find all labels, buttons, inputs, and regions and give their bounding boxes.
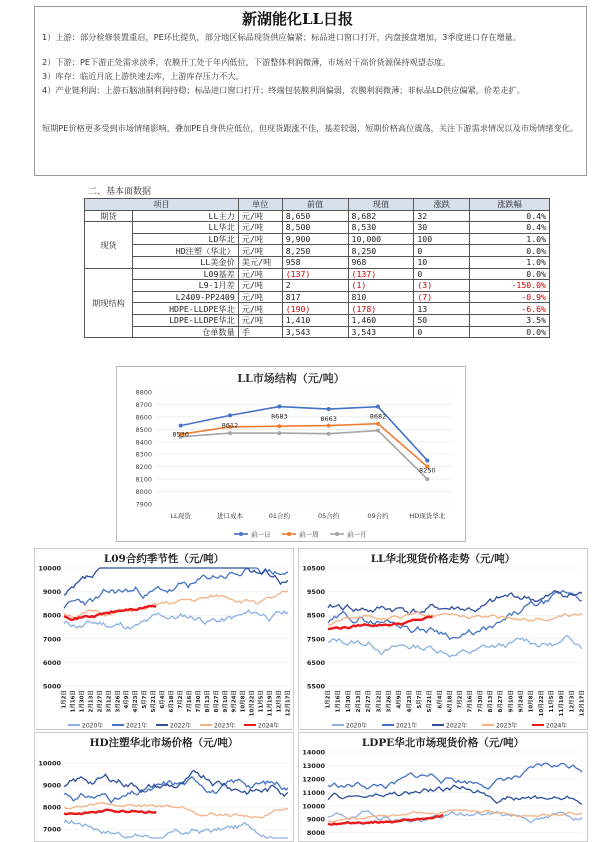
x-tick-label: 10月22日	[538, 690, 545, 717]
y-tick-label: 9000	[42, 781, 61, 790]
y-tick-label: 11000	[302, 788, 325, 797]
y-tick-label: 7900	[135, 500, 152, 509]
x-tick-label: 12月17日	[579, 690, 586, 717]
legend-marker	[335, 532, 339, 536]
y-tick-label: 8100	[135, 475, 152, 484]
data-label: 8612	[221, 421, 239, 430]
x-tick-label: 4月23日	[406, 690, 413, 713]
x-tick-label: 3月26日	[386, 690, 393, 713]
y-tick-label: 9000	[42, 588, 61, 597]
row-pct: 3.5%	[470, 314, 550, 326]
row-curr: 8,530	[348, 222, 414, 234]
x-tick-label: 5月7日	[142, 690, 149, 709]
group-label: 期现结构	[85, 268, 133, 338]
legend-label: 2022年	[170, 722, 192, 730]
y-tick-label: 7500	[306, 635, 325, 644]
legend-label: 2024年	[258, 722, 280, 730]
chart-title: HD注塑华北市场价格（元/吨）	[89, 737, 239, 749]
x-tick-label: 12月17日	[285, 690, 292, 717]
x-tick-label: 9月10日	[222, 690, 229, 713]
x-tick-label: 进口成本	[217, 512, 243, 520]
l09-seasonality-svg	[34, 548, 294, 730]
legend-label: 前一周	[299, 530, 319, 539]
row-curr: 3,543	[348, 326, 414, 338]
x-tick-label: 10月8日	[528, 690, 535, 713]
row-chg: 100	[414, 233, 470, 245]
x-tick-label: 8月13日	[204, 690, 211, 713]
row-pct: 1.0%	[470, 233, 550, 245]
x-tick-label: 1月30日	[345, 690, 352, 713]
row-chg: (7)	[414, 291, 470, 303]
row-pct: 0.4%	[470, 222, 550, 234]
y-tick-label: 10000	[38, 759, 61, 768]
x-tick-label: 2月27日	[366, 690, 373, 713]
y-tick-label: 6500	[306, 658, 325, 667]
header-pct: 涨跌幅	[470, 199, 550, 211]
y-tick-label: 5000	[42, 682, 61, 691]
data-point	[425, 477, 429, 481]
data-point	[376, 422, 380, 426]
row-prev: 817	[282, 291, 348, 303]
y-tick-label: 10000	[302, 802, 325, 811]
header-item: 项目	[85, 199, 239, 211]
chart-title: L09合约季节性（元/吨）	[103, 553, 225, 565]
row-prev: 9,900	[282, 233, 348, 245]
x-tick-label: 2月13日	[355, 690, 362, 713]
row-chg: 0	[414, 326, 470, 338]
x-tick-label: 09合约	[367, 512, 389, 520]
y-tick-label: 7000	[42, 635, 61, 644]
x-tick-label: 12月3日	[569, 690, 576, 713]
data-point	[277, 405, 281, 409]
y-tick-label: 8200	[135, 463, 152, 472]
y-tick-label: 8300	[135, 450, 152, 459]
table-row	[85, 210, 550, 222]
x-tick-label: 01合约	[268, 512, 290, 520]
summary-inventory: 3）库存：临近月底上游快速去库，上游库存压力不大。	[42, 71, 244, 81]
x-tick-label: 12月3日	[276, 690, 283, 713]
row-item: LDPE-LLDPE华北	[132, 314, 238, 326]
data-point	[327, 432, 331, 436]
data-label: 8663	[320, 415, 337, 424]
section-title: 二、基本面数据	[88, 187, 152, 197]
x-tick-label: 9月24日	[231, 690, 238, 713]
x-tick-label: 11月5日	[549, 690, 556, 713]
ll-north-spot-chart	[298, 548, 588, 730]
legend-label: 前一日	[251, 530, 271, 539]
row-item: LL美金价	[132, 256, 238, 268]
data-point	[277, 424, 281, 428]
row-item: L9-1月差	[132, 280, 238, 292]
header-prev: 前值	[282, 199, 348, 211]
x-tick-label: 5月21日	[427, 690, 434, 713]
data-point	[179, 424, 183, 428]
legend-label: 2020年	[82, 722, 104, 730]
legend-label: 2023年	[214, 722, 236, 730]
row-item: LD华北	[132, 233, 238, 245]
row-curr: 968	[348, 256, 414, 268]
row-chg: 32	[414, 210, 470, 222]
row-chg: 0	[414, 245, 470, 257]
header-unit: 单位	[238, 199, 282, 211]
x-tick-label: 5月21日	[151, 690, 158, 713]
x-tick-label: 7月30日	[195, 690, 202, 713]
header-curr: 现值	[348, 199, 414, 211]
x-tick-label: 3月12日	[376, 690, 383, 713]
x-tick-label: 5月7日	[416, 690, 423, 709]
table-header-row	[85, 199, 550, 211]
y-tick-label: 10000	[38, 564, 61, 573]
x-tick-label: HD现货华北	[409, 512, 446, 520]
x-tick-label: 6月4日	[437, 690, 444, 709]
row-unit: 元/吨	[238, 268, 282, 280]
row-prev: 8,650	[282, 210, 348, 222]
row-curr: 8,682	[348, 210, 414, 222]
chart-title: LL市场结构（元/吨）	[237, 372, 345, 385]
table-row	[85, 233, 550, 245]
x-tick-label: 11月19日	[267, 690, 274, 717]
row-pct: 1.0%	[470, 256, 550, 268]
x-tick-label: 3月12日	[106, 690, 113, 713]
row-pct: 0.0%	[470, 268, 550, 280]
row-curr: 8,250	[348, 245, 414, 257]
report-title: 新湖能化LL日报	[241, 10, 354, 28]
fundamentals-table	[84, 198, 550, 338]
y-tick-label: 13000	[302, 761, 325, 770]
data-point	[425, 458, 429, 462]
chart-title: LDPE华北市场现货价格（元/吨）	[361, 737, 525, 749]
row-chg: 13	[414, 303, 470, 315]
market-structure-svg	[116, 366, 466, 542]
chart-title: LL华北现货价格走势（元/吨）	[370, 553, 516, 565]
table-row	[85, 245, 550, 257]
row-chg: 50	[414, 314, 470, 326]
row-unit: 美元/吨	[238, 256, 282, 268]
x-tick-label: 10月22日	[249, 690, 256, 717]
y-tick-label: 8000	[42, 803, 61, 812]
row-unit: 元/吨	[238, 314, 282, 326]
group-label: 期货	[85, 210, 133, 222]
row-pct: 0.0%	[470, 326, 550, 338]
data-point	[277, 431, 281, 435]
legend-label: 2024年	[546, 722, 568, 730]
y-tick-label: 9500	[306, 588, 325, 597]
ll-north-spot-svg	[298, 548, 588, 730]
x-tick-label: 4月9日	[396, 690, 403, 709]
row-prev: 1,410	[282, 314, 348, 326]
y-tick-label: 8700	[135, 400, 152, 409]
x-tick-label: 7月2日	[457, 690, 464, 709]
y-tick-label: 8000	[306, 829, 325, 838]
row-unit: 元/吨	[238, 222, 282, 234]
header-chg: 涨跌	[414, 199, 470, 211]
ldpe-north-chart	[298, 732, 588, 842]
data-label: 8250	[419, 466, 436, 475]
x-tick-label: 7月2日	[177, 690, 184, 709]
x-tick-label: 3月26日	[115, 690, 122, 713]
legend-marker	[287, 532, 291, 536]
y-tick-label: 7000	[42, 825, 61, 834]
y-tick-label: 8800	[135, 388, 152, 397]
market-structure-chart	[116, 366, 466, 542]
row-pct: -150.0%	[470, 280, 550, 292]
y-tick-label: 12000	[302, 775, 325, 784]
x-tick-label: 1月16日	[70, 690, 77, 713]
row-prev: 958	[282, 256, 348, 268]
summary-profit: 4）产业链利润：上游石脑油制利润持稳；标品进口窗口打开；终端包装膜利润偏弱，农膜利润微薄；非标品LD供应偏紧，价差走扩。	[42, 85, 525, 95]
row-prev: 3,543	[282, 326, 348, 338]
legend-label: 2020年	[346, 722, 368, 730]
row-unit: 元/吨	[238, 233, 282, 245]
x-tick-label: 11月19日	[559, 690, 566, 717]
row-curr: (178)	[348, 303, 414, 315]
x-tick-label: 2月27日	[97, 690, 104, 713]
group-label: 现货	[85, 222, 133, 268]
y-tick-label: 5500	[306, 682, 325, 691]
ldpe-north-svg	[298, 732, 588, 842]
data-point	[228, 431, 232, 435]
x-tick-label: 1月30日	[79, 690, 86, 713]
row-unit: 元/吨	[238, 280, 282, 292]
row-curr: 810	[348, 291, 414, 303]
summary-upstream: 1）上游：部分检修装置重启，PE环比提负，部分地区标品现货供应偏紧；标品进口窗口打开，内盘接盘增加，3季度进口存在增量。	[42, 32, 522, 42]
y-tick-label: 8000	[135, 488, 152, 497]
y-tick-label: 8000	[42, 611, 61, 620]
x-tick-label: 6月18日	[169, 690, 176, 713]
y-tick-label: 14000	[302, 748, 325, 757]
table-row	[85, 256, 550, 268]
row-item: 仓单数量	[132, 326, 238, 338]
row-pct: 0.0%	[470, 245, 550, 257]
y-tick-label: 6000	[42, 658, 61, 667]
data-label: 8530	[172, 430, 189, 439]
table-row	[85, 303, 550, 315]
table-row	[85, 326, 550, 338]
x-tick-label: 9月10日	[508, 690, 515, 713]
x-tick-label: 8月13日	[488, 690, 495, 713]
row-curr: 10,000	[348, 233, 414, 245]
y-tick-label: 9000	[306, 815, 325, 824]
data-point	[327, 407, 331, 411]
x-tick-label: 6月18日	[447, 690, 454, 713]
y-tick-label: 8500	[135, 425, 152, 434]
row-chg: 0	[414, 268, 470, 280]
row-unit: 元/吨	[238, 210, 282, 222]
legend-label: 2022年	[446, 722, 468, 730]
legend-label: 2021年	[126, 722, 148, 730]
summary-downstream: 2）下游：PE下游正处需求淡季，农膜开工处于年内低位，下游整体利润微薄，市场对于高价货源保持观望态度。	[42, 57, 451, 67]
legend-label: 2023年	[496, 722, 518, 730]
hd-injection-svg	[34, 732, 294, 842]
row-unit: 元/吨	[238, 291, 282, 303]
x-tick-label: 1月2日	[325, 690, 332, 709]
legend-marker	[239, 532, 243, 536]
x-tick-label: 4月23日	[133, 690, 140, 713]
table-row	[85, 222, 550, 234]
x-tick-label: 9月24日	[518, 690, 525, 713]
legend-label: 2021年	[396, 722, 418, 730]
data-point	[228, 413, 232, 417]
row-item: LL主力	[132, 210, 238, 222]
row-pct: -0.9%	[470, 291, 550, 303]
row-prev: 2	[282, 280, 348, 292]
x-tick-label: 10月8日	[240, 690, 247, 713]
summary-conclusion: 短期PE价格更多受到市场情绪影响，叠加PE自身供应低位，但现货跟涨不佳，基差较弱，短期价格高位震荡，关注下游需求情况以及市场情绪变化。	[42, 123, 579, 133]
row-chg: 30	[414, 222, 470, 234]
x-tick-label: 11月5日	[258, 690, 265, 713]
table-row	[85, 314, 550, 326]
row-item: HDPE-LLDPE华北	[132, 303, 238, 315]
row-pct: 0.4%	[470, 210, 550, 222]
x-tick-label: 6月4日	[160, 690, 167, 709]
data-label: 8683	[271, 412, 288, 421]
x-tick-label: 1月2日	[61, 690, 68, 709]
x-tick-label: 2月13日	[88, 690, 95, 713]
row-chg: 10	[414, 256, 470, 268]
data-point	[327, 424, 331, 428]
x-tick-label: 05合约	[318, 512, 340, 520]
row-unit: 元/吨	[238, 303, 282, 315]
row-curr: (137)	[348, 268, 414, 280]
row-prev: (137)	[282, 268, 348, 280]
y-tick-label: 8600	[135, 413, 152, 422]
row-item: HD注塑（华北）	[132, 245, 238, 257]
row-unit: 元/吨	[238, 245, 282, 257]
data-point	[376, 429, 380, 433]
x-tick-label: LL现货	[170, 512, 191, 520]
table-row	[85, 280, 550, 292]
row-prev: 8,250	[282, 245, 348, 257]
x-tick-label: 4月9日	[124, 690, 131, 709]
row-chg: (3)	[414, 280, 470, 292]
hd-injection-chart	[34, 732, 294, 842]
x-tick-label: 7月30日	[477, 690, 484, 713]
row-prev: 8,500	[282, 222, 348, 234]
legend-label: 前一月	[347, 530, 367, 539]
row-item: L2409-PP2409	[132, 291, 238, 303]
row-item: L09基差	[132, 268, 238, 280]
x-tick-label: 8月27日	[498, 690, 505, 713]
y-tick-label: 10500	[302, 564, 325, 573]
x-tick-label: 7月16日	[467, 690, 474, 713]
row-curr: (1)	[348, 280, 414, 292]
data-label: 8682	[369, 412, 387, 421]
x-tick-label: 7月16日	[186, 690, 193, 713]
y-tick-label: 8400	[135, 438, 152, 447]
row-item: LL华北	[132, 222, 238, 234]
table-row	[85, 268, 550, 280]
data-point	[376, 405, 380, 409]
table-row	[85, 291, 550, 303]
x-tick-label: 1月16日	[335, 690, 342, 713]
row-prev: (190)	[282, 303, 348, 315]
row-pct: -6.6%	[470, 303, 550, 315]
l09-seasonality-chart	[34, 548, 294, 730]
row-unit: 手	[238, 326, 282, 338]
y-tick-label: 8500	[306, 611, 325, 620]
row-curr: 1,460	[348, 314, 414, 326]
x-tick-label: 8月27日	[213, 690, 220, 713]
